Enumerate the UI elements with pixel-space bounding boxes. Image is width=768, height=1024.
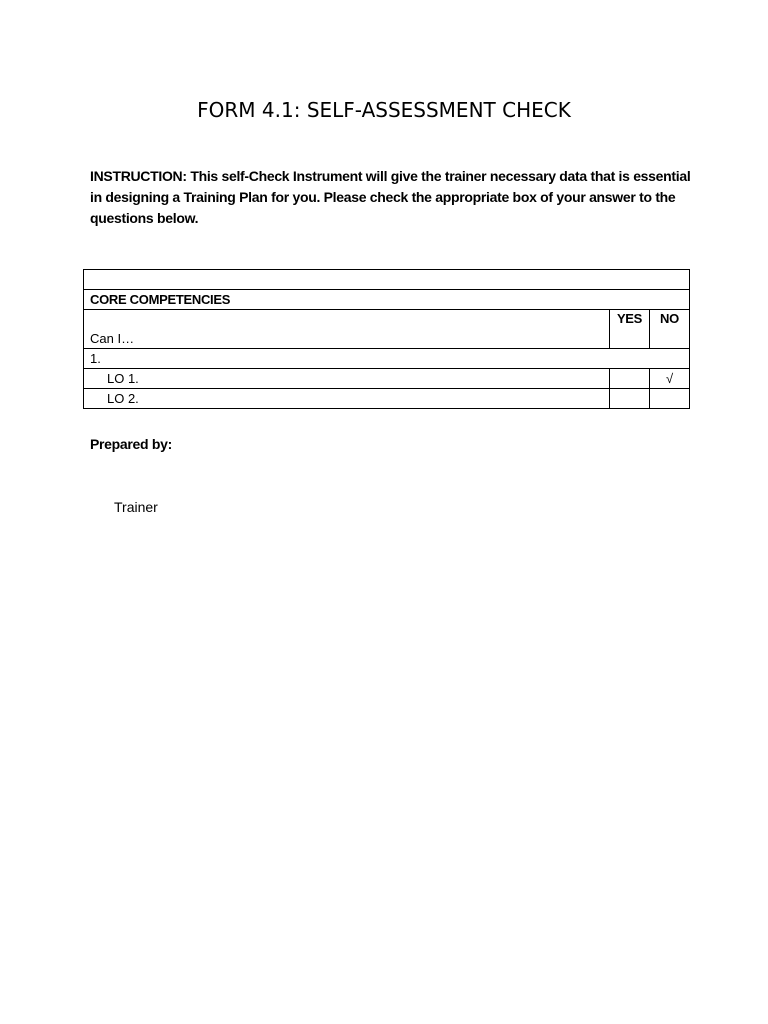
blank-cell <box>84 270 690 290</box>
instruction-text <box>90 166 690 229</box>
table-section-row <box>84 290 690 310</box>
yes-column-header: YES <box>610 310 650 349</box>
lo-label-cell: LO 2. <box>84 389 610 409</box>
item-number-cell: 1. <box>84 349 690 369</box>
yes-checkbox-cell[interactable] <box>610 389 650 409</box>
instruction-line: questions below. <box>90 210 199 226</box>
self-assessment-table <box>83 269 690 409</box>
no-checkbox-cell[interactable] <box>650 389 690 409</box>
signatory-role: Trainer <box>114 499 158 515</box>
instruction-line: INSTRUCTION: This self-Check Instrument will give the trainer necessary data that is essential <box>90 168 691 184</box>
table-item-row <box>84 349 690 369</box>
prepared-by-label: Prepared by: <box>90 436 172 452</box>
instruction-line: in designing a Training Plan for you. Please check the appropriate box of your answer to the <box>90 189 676 205</box>
no-checkbox-cell[interactable]: √ <box>650 369 690 389</box>
table-header-row <box>84 310 690 349</box>
lo-label-cell: LO 1. <box>84 369 610 389</box>
table-row <box>84 369 690 389</box>
page-title: FORM 4.1: SELF-ASSESSMENT CHECK <box>197 98 571 122</box>
table-blank-row <box>84 270 690 290</box>
no-column-header: NO <box>650 310 690 349</box>
core-competencies-label: CORE COMPETENCIES <box>84 290 690 310</box>
prompt-cell: Can I… <box>84 310 610 349</box>
table-row <box>84 389 690 409</box>
yes-checkbox-cell[interactable] <box>610 369 650 389</box>
